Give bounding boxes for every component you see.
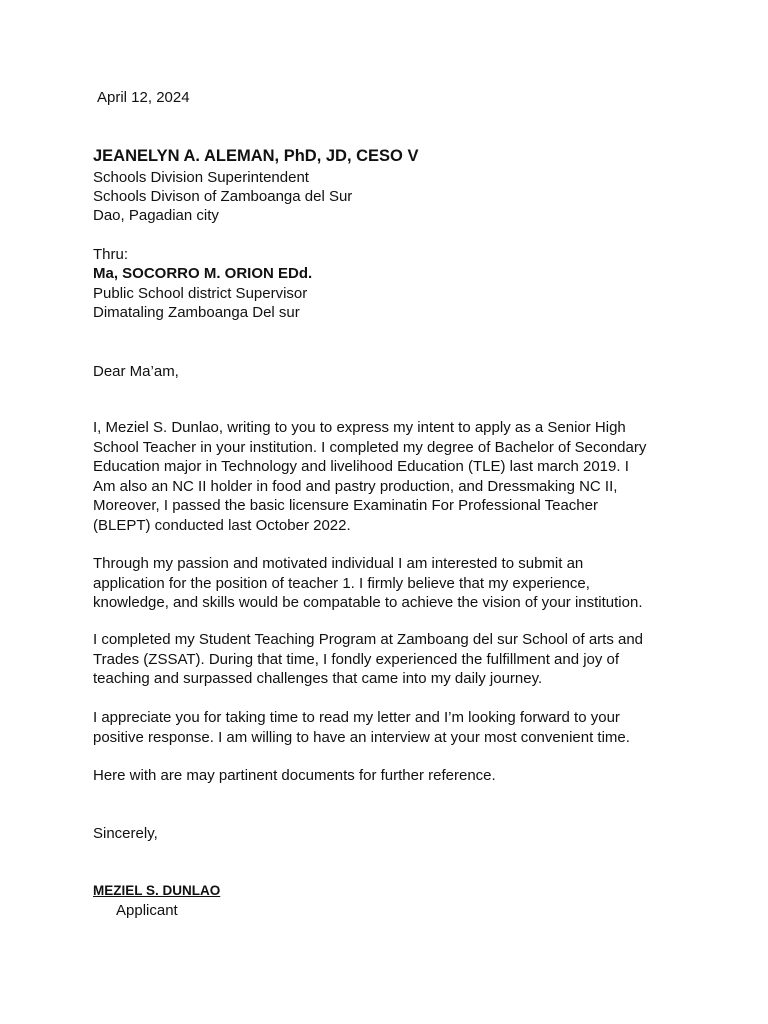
recipient-office: Schools Divison of Zamboanga del Sur [93, 188, 353, 205]
paragraph-line: (BLEPT) conducted last October 2022. [93, 516, 351, 534]
paragraph-line: I, Meziel S. Dunlao, writing to you to express my intent to apply as a Senior High [93, 419, 626, 436]
body-paragraph-4 [93, 708, 673, 747]
paragraph-line: positive response. I am willing to have an interview at your most convenient time. [93, 728, 630, 746]
paragraph-line: Moreover, I passed the basic licensure Examinatin For Professional Teacher [93, 497, 598, 514]
body-paragraph-2 [93, 554, 673, 613]
paragraph-line: knowledge, and skills would be compatable to achieve the vision of your institution. [93, 594, 643, 611]
paragraph-line: I appreciate you for taking time to read my letter and I’m looking forward to your [93, 709, 620, 726]
paragraph-line: School Teacher in your institution. I completed my degree of Bachelor of Secondary [93, 438, 647, 456]
recipient-title: Schools Division Superintendent [93, 169, 309, 186]
salutation: Dear Ma’am, [93, 363, 179, 380]
signature-name: MEZIEL S. DUNLAO [93, 883, 221, 898]
thru-label: Thru: [93, 246, 129, 263]
thru-name: Ma, SOCORRO M. ORION EDd. [93, 265, 313, 282]
closing: Sincerely, [93, 825, 158, 842]
body-paragraph-1 [93, 418, 673, 535]
paragraph-line: Through my passion and motivated individual I am interested to submit an [93, 555, 584, 572]
paragraph-line: Am also an NC II holder in food and pastry production, and Dressmaking NC II, [93, 477, 618, 495]
body-paragraph-3 [93, 630, 673, 689]
paragraph-line: Education major in Technology and livelihood Education (TLE) last march 2019. I [93, 458, 629, 475]
recipient-address: Dao, Pagadian city [93, 207, 219, 224]
body-paragraph-5 [93, 766, 673, 786]
thru-title: Public School district Supervisor [93, 285, 308, 302]
paragraph-line: application for the position of teacher 1. I firmly believe that my experience, [93, 574, 590, 592]
paragraph-line: Trades (ZSSAT). During that time, I fondly experienced the fulfillment and joy of [93, 650, 620, 668]
paragraph-line: teaching and surpassed challenges that came into my daily journey. [93, 670, 543, 687]
paragraph-line: I completed my Student Teaching Program at Zamboang del sur School of arts and [93, 631, 644, 648]
thru-address: Dimataling Zamboanga Del sur [93, 304, 300, 321]
signature-role: Applicant [116, 902, 178, 919]
letter-date: April 12, 2024 [97, 89, 190, 106]
recipient-name: JEANELYN A. ALEMAN, PhD, JD, CESO V [93, 147, 419, 165]
paragraph-line: Here with are may partinent documents for further reference. [93, 767, 496, 784]
